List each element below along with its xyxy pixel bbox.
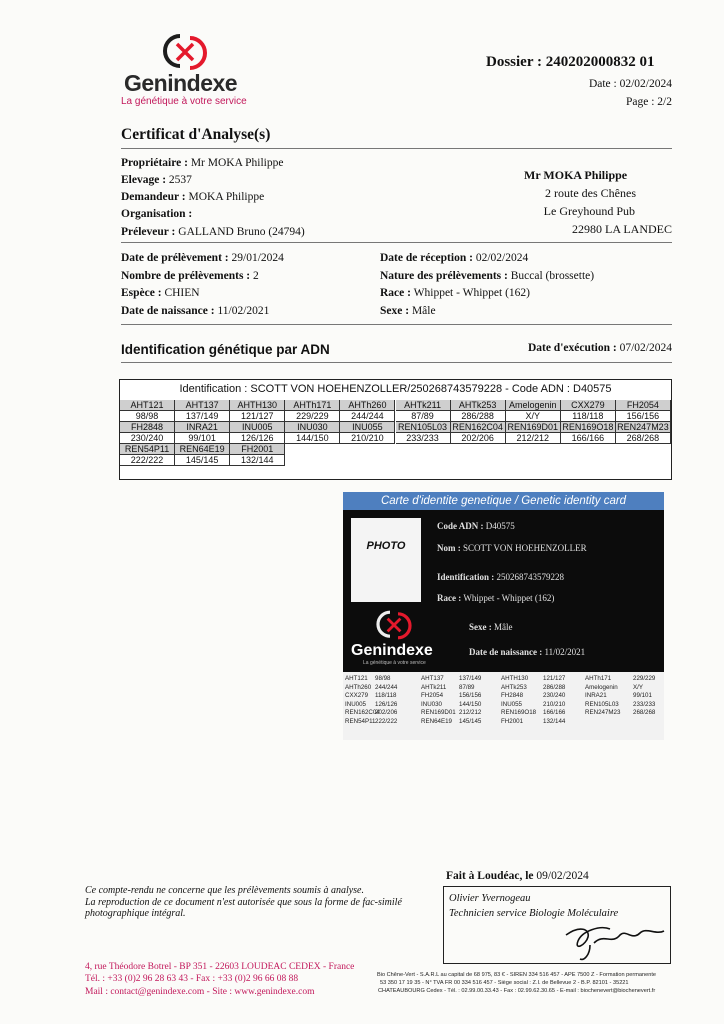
card-marker-name: INU055 bbox=[501, 700, 522, 708]
card-marker-value: 98/98 bbox=[375, 675, 391, 682]
card-name: Nom : SCOTT VON HOEHENZOLLER bbox=[437, 543, 587, 553]
marker-header-cell: REN169O18 bbox=[561, 422, 616, 433]
marker-value-cell: 286/288 bbox=[451, 411, 506, 422]
marker-header-cell: FH2054 bbox=[616, 400, 671, 411]
marker-value-cell: 144/150 bbox=[285, 433, 340, 444]
marker-value-cell: 230/240 bbox=[120, 433, 175, 444]
signature-place-date: Fait à Loudéac, le 09/02/2024 bbox=[446, 870, 589, 882]
legal-line-1: Bio Chêne-Vert - S.A.R.L au capital de 68 975, 83 € - SIREN 334 516 457 - APE 7500 Z - Formation permanente bbox=[377, 972, 657, 978]
header-page: Page : 2/2 bbox=[626, 96, 672, 108]
card-marker-value: 229/229 bbox=[633, 675, 656, 682]
card-marker-name: AHTH130 bbox=[501, 675, 529, 682]
marker-value-cell: 229/229 bbox=[285, 411, 340, 422]
owner-divider bbox=[121, 242, 672, 243]
company-address: 4, rue Théodore Botrel - BP 351 - 22603 LOUDEAC CEDEX - France bbox=[85, 962, 355, 972]
card-marker-table bbox=[343, 672, 664, 740]
card-code: Code ADN : D40575 bbox=[437, 521, 515, 531]
card-marker-value: 87/89 bbox=[459, 683, 475, 691]
card-marker-value: 286/288 bbox=[543, 683, 566, 691]
signer-role: Technicien service Biologie Moléculaire bbox=[449, 908, 619, 919]
card-marker-name: FH2054 bbox=[421, 692, 444, 699]
marker-header-cell: INU005 bbox=[230, 422, 285, 433]
card-marker-name: INU005 bbox=[345, 700, 366, 708]
card-marker-value: 244/244 bbox=[375, 683, 398, 691]
marker-value-cell: 87/89 bbox=[396, 411, 451, 422]
marker-value-cell: 244/244 bbox=[340, 411, 395, 422]
card-marker-name: CXX279 bbox=[345, 692, 369, 699]
marker-value-cell: 137/149 bbox=[175, 411, 230, 422]
signer-name: Olivier Yvernogeau bbox=[449, 893, 531, 904]
recipient-name: Mr MOKA Philippe bbox=[524, 168, 628, 182]
card-marker-value: 222/222 bbox=[375, 717, 398, 725]
card-marker-name: AHTh171 bbox=[585, 675, 612, 682]
card-marker-name: REN169D01 bbox=[421, 709, 456, 716]
execution-date: Date d'exécution : 07/02/2024 bbox=[527, 342, 672, 354]
dna-identification-table bbox=[119, 379, 672, 480]
marker-value-cell: 126/126 bbox=[230, 433, 285, 444]
card-marker-name: REN169O18 bbox=[501, 709, 537, 716]
marker-value-cell: 268/268 bbox=[616, 433, 671, 444]
card-logo-icon bbox=[374, 608, 414, 642]
card-marker-value: 99/101 bbox=[633, 692, 652, 699]
card-marker-name: FH2001 bbox=[501, 717, 524, 725]
marker-value-cell: 132/144 bbox=[230, 455, 285, 466]
page-title: Certificat d'Analyse(s) bbox=[121, 126, 271, 143]
card-sex: Sexe : Mâle bbox=[469, 622, 513, 632]
company-contact: Mail : contact@genindexe.com - Site : www.genindexe.com bbox=[85, 987, 315, 997]
marker-header-cell: AHTk211 bbox=[396, 400, 451, 411]
sample-left: Date de prélèvement : 29/01/2024 Nombre de prélèvements : 2 Espèce : CHIEN Date de naissance : 11/02/2021 bbox=[121, 252, 284, 317]
disclaimer: Ce compte-rendu ne concerne que les prélèvements soumis à analyse. La reproduction de ce document n'est autorisée que sous la forme de fac-similé photographique intégral. bbox=[85, 885, 402, 919]
owner-name: Mr MOKA Philippe bbox=[190, 157, 284, 169]
demandeur-value: MOKA Philippe bbox=[188, 191, 265, 203]
marker-header-cell: REN54P11 bbox=[120, 444, 175, 455]
marker-value-cell: 118/118 bbox=[561, 411, 616, 422]
photo-label: PHOTO bbox=[366, 540, 406, 552]
marker-header-cell: INRA21 bbox=[175, 422, 230, 433]
card-marker-name: REN105L03 bbox=[585, 700, 619, 708]
card-logo-wordmark: Genindexe bbox=[351, 642, 433, 659]
card-marker-value: 233/233 bbox=[633, 700, 656, 708]
card-marker-name: Amelogenin bbox=[585, 683, 618, 691]
card-marker-value: 268/268 bbox=[633, 709, 656, 716]
genetic-identity-card bbox=[343, 492, 664, 740]
card-identification: Identification : 250268743579228 bbox=[437, 572, 564, 582]
section-title: Identification génétique par ADN bbox=[121, 342, 330, 357]
identification-line: Identification : SCOTT VON HOEHENZOLLER/250268743579228 - Code ADN : D40575 bbox=[179, 383, 612, 395]
sample-divider bbox=[121, 324, 672, 325]
marker-value-cell: 222/222 bbox=[120, 455, 175, 466]
marker-header-cell: INU030 bbox=[285, 422, 340, 433]
card-marker-value: 137/149 bbox=[459, 675, 482, 682]
marker-header-cell: REN247M23 bbox=[616, 422, 671, 433]
genindexe-logo-icon bbox=[160, 32, 210, 72]
company-phone: Tél. : +33 (0)2 96 28 63 43 - Fax : +33 (0)2 96 66 08 88 bbox=[85, 974, 299, 984]
card-marker-value: 202/206 bbox=[375, 709, 398, 716]
card-marker-value: 144/150 bbox=[459, 700, 482, 708]
marker-header-cell: CXX279 bbox=[561, 400, 616, 411]
card-marker-name: AHTk211 bbox=[421, 683, 447, 691]
card-marker-value: 230/240 bbox=[543, 692, 566, 699]
card-marker-value: X/Y bbox=[633, 683, 643, 691]
title-divider bbox=[121, 148, 672, 149]
card-race: Race : Whippet - Whippet (162) bbox=[437, 593, 555, 603]
legal-line-3: CHATEAUBOURG Cedex - Tél. : 02.99.00.33.43 - Fax : 02.99.62.30.65 - E-mail : biochenevert@biochenevert.fr bbox=[378, 988, 656, 994]
marker-header-cell: AHTH130 bbox=[230, 400, 285, 411]
handwritten-signature bbox=[560, 915, 670, 965]
card-marker-name: AHT121 bbox=[345, 675, 368, 682]
card-marker-name: REN54P11 bbox=[345, 717, 376, 725]
card-marker-value: 121/127 bbox=[543, 675, 566, 682]
marker-header-cell: AHTk253 bbox=[451, 400, 506, 411]
marker-header-cell: FH2001 bbox=[230, 444, 285, 455]
marker-header-cell: REN105L03 bbox=[396, 422, 451, 433]
marker-header-cell: REN169D01 bbox=[506, 422, 561, 433]
logo-wordmark: Genindexe bbox=[124, 70, 238, 96]
recipient-address: Mr MOKA Philippe 2 route des Chênes Le Greyhound Pub 22980 LA LANDEC bbox=[524, 168, 672, 236]
card-marker-name: REN64E19 bbox=[421, 717, 452, 725]
marker-header-cell: REN64E19 bbox=[175, 444, 230, 455]
marker-value-cell: 121/127 bbox=[230, 411, 285, 422]
card-marker-value: 126/126 bbox=[375, 700, 398, 708]
marker-value-cell: X/Y bbox=[506, 411, 561, 422]
marker-value-cell: 210/210 bbox=[340, 433, 395, 444]
card-marker-name: REN247M23 bbox=[585, 709, 621, 716]
card-logo-tagline: La génétique à votre service bbox=[363, 660, 426, 666]
marker-header-cell: AHTh260 bbox=[340, 400, 395, 411]
dossier-number: Dossier : 240202000832 01 bbox=[486, 54, 655, 70]
marker-header-cell: FH2848 bbox=[120, 422, 175, 433]
card-marker-name: FH2848 bbox=[501, 692, 524, 699]
marker-header-cell: AHT137 bbox=[175, 400, 230, 411]
card-marker-name: INRA21 bbox=[585, 692, 607, 699]
marker-header-cell: AHTh171 bbox=[285, 400, 340, 411]
card-marker-name: AHTh260 bbox=[345, 683, 372, 691]
marker-header-cell: AHT121 bbox=[120, 400, 175, 411]
logo-tagline: La génétique à votre service bbox=[121, 96, 247, 107]
marker-value-cell: 166/166 bbox=[561, 433, 616, 444]
elevage-value: 2537 bbox=[168, 174, 192, 186]
marker-header-cell: REN162C04 bbox=[451, 422, 506, 433]
card-photo-placeholder bbox=[351, 518, 421, 602]
marker-value-cell: 156/156 bbox=[616, 411, 671, 422]
card-marker-value: 212/212 bbox=[459, 709, 482, 716]
owner-block: Propriétaire : Mr MOKA Philippe Elevage : 2537 Demandeur : MOKA Philippe Organisation : Préleveur : GALLAND Bruno (24794) bbox=[121, 157, 305, 238]
sample-right: Date de réception : 02/02/2024 Nature des prélèvements : Buccal (brossette) Race : Whippet - Whippet (162) Sexe : Mâle bbox=[380, 252, 595, 317]
card-header: Carte d'identite genetique / Genetic identity card bbox=[343, 492, 664, 510]
marker-value-cell: 145/145 bbox=[175, 455, 230, 466]
marker-value-cell: 233/233 bbox=[396, 433, 451, 444]
card-marker-value: 132/144 bbox=[543, 717, 566, 725]
card-marker-value: 156/156 bbox=[459, 692, 482, 699]
preleveur-value: GALLAND Bruno (24794) bbox=[178, 226, 305, 238]
marker-header-cell: Amelogenin bbox=[506, 400, 561, 411]
section-divider bbox=[121, 362, 672, 363]
card-marker-value: 166/166 bbox=[543, 709, 566, 716]
card-marker-name: INU030 bbox=[421, 700, 442, 708]
marker-header-cell: INU055 bbox=[340, 422, 395, 433]
marker-value-cell: 202/206 bbox=[451, 433, 506, 444]
legal-line-2: 53 350 17 19 35 - N° TVA FR 00 334 516 457 - Siège social : Z.I. de Bellevue 2 - B.P. 82101 - 35221 bbox=[380, 980, 629, 986]
card-birthdate: Date de naissance : 11/02/2021 bbox=[469, 647, 586, 657]
marker-value-cell: 99/101 bbox=[175, 433, 230, 444]
header-date: Date : 02/02/2024 bbox=[588, 78, 672, 90]
card-marker-value: 210/210 bbox=[543, 700, 566, 708]
card-marker-value: 145/145 bbox=[459, 717, 482, 725]
marker-value-cell: 212/212 bbox=[506, 433, 561, 444]
card-marker-name: AHTk253 bbox=[501, 683, 527, 691]
card-marker-name: AHT137 bbox=[421, 675, 444, 682]
marker-value-cell: 98/98 bbox=[120, 411, 175, 422]
card-marker-name: REN162C04 bbox=[345, 709, 380, 716]
card-marker-value: 118/118 bbox=[375, 692, 397, 699]
